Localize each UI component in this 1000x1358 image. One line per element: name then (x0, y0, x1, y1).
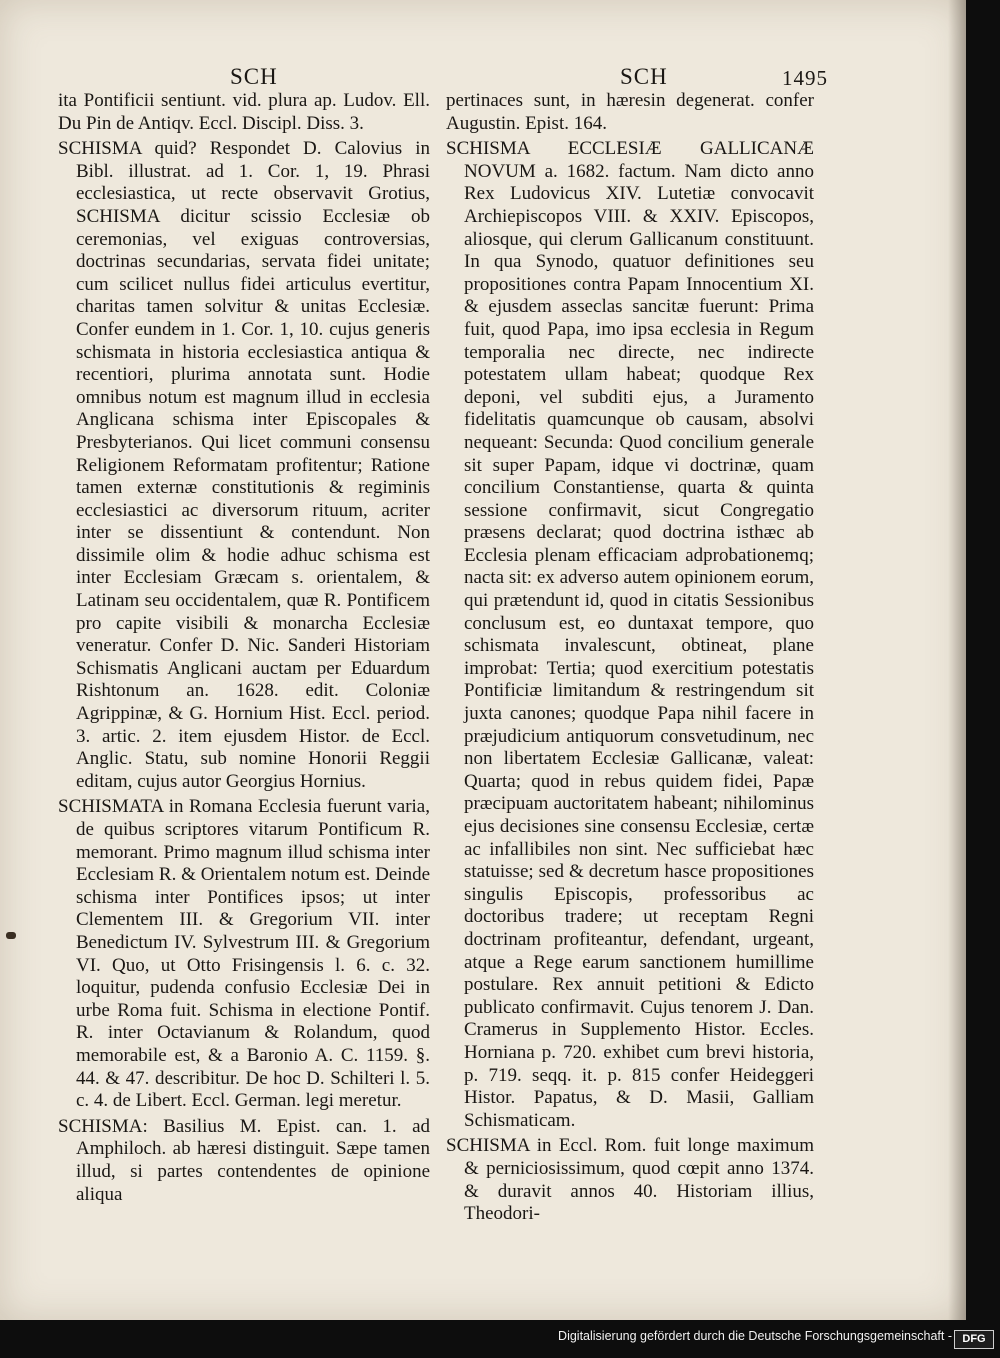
right-paragraph-1: pertinaces sunt, in hæresin degenerat. confer Augustin. Epist. 164. (446, 90, 814, 134)
left-running-head: SCH (230, 64, 278, 89)
funding-notice: Digitalisierung gefördert durch die Deutsche Forschungsgemeinschaft - (558, 1329, 952, 1343)
left-column (58, 90, 430, 1206)
right-entry-schisma-eccl-rom: SCHISMA in Eccl. Rom. fuit longe maximum & perniciosissimum, quod cœpit anno 1374. & duravit annos 40. Historiam illius, Theodori- (446, 1135, 814, 1225)
page-number: 1495 (782, 66, 828, 90)
left-entry-schisma-basilius: SCHISMA: Basilius M. Epist. can. 1. ad Amphiloch. ab hæresi distinguit. Sæpe tamen illud, si partes contendentes de opinione aliqua (58, 1115, 430, 1205)
right-entry-schisma-gallicanae: SCHISMA ECCLESIÆ GALLICANÆ NOVUM a. 1682. factum. Nam dicto anno Rex Ludovicus XIV. Lutetiæ convocavit Archiepiscopos VIII. & XXIV. Episcopos, aliosque, qui clerum Gallicanum constituunt. In qua Synodo, quatuor definitiones seu propositiones contra Papam Innocentium XI. & ejusdem asseclas sancitæ fuerunt: Prima fuit, quod Papa, imo ipsa ecclesia in Regum temporalia nec directe, nec indirecte potestatem ullam habeat; quodque Rex deponi, vel subditi ejus, a Juramento fidelitatis quamcunque ob causam, absolvi nequeant: Secunda: Quod concilium generale sit super Papam, idque vi doctrinæ, quam concilium Constantiense, quarta & quinta sessione confirmavit, sicut Congregatio præsens declarat; quod doctrina isthæc ab Ecclesia plenam efficaciam adprobationemq; nacta sit: ex adverso autem opinionem eorum, qui prætendunt id, quod in citatis Sessionibus conclusum est, eo duntaxat tempore, quo schismata invalescunt, obtineat, plane improbat: Tertia; quod exercitium potestatis Pontificiæ limitandum & restringendum sit juxta canones; quodque Papa nihil facere in præjudicium antiquorum consvetudinum, nec non libertatem Ecclesiæ Gallicanæ, valeat: Quarta; quod in rebus quidem fidei, Papæ præcipuam auctoritatem habeant; nihilominus ejus decisiones sine consensu Ecclesiæ, certæ ac infallibiles non sint. Nec sufficiebat hæc statuisse; sed & decretum hasce propositiones singulis Episcopis, professoribus ac doctoribus tradere; ut receptam Regni doctrinam profiteantur, defendant, urgeant, atque a Rege earum sanctionem humillime postulare. Rex annuit petitioni & Edicto publicato confirmavit. Cujus tenorem J. Dan. Cramerus in Supplemento Histor. Eccles. Horniana p. 720. exhibet cum brevi historia, p. 719. seqq. it. p. 815 confer Heideggeri Histor. Papatus, & D. Masii, Galliam Schismaticam. (446, 138, 814, 1131)
margin-ink-mark (6, 932, 16, 939)
right-running-head: SCH (620, 64, 668, 89)
dfg-logo-icon: DFG (954, 1330, 994, 1349)
page-edge-shadow (948, 0, 966, 1320)
left-paragraph-1: ita Pontificii sentiunt. vid. plura ap. Ludov. Ell. Du Pin de Antiqv. Eccl. Discipl. Diss. 3. (58, 90, 430, 134)
left-entry-schisma-quid: SCHISMA quid? Respondet D. Calovius in Bibl. illustrat. ad 1. Cor. 1, 19. Phrasi ecclesiastica, ut recte observavit Grotius, SCHISMA dicitur scissio Ecclesiæ ob ceremonias, vel exiguas controversias, doctrinas secundarias, servata fidei unitate; cum scilicet nullus fidei articulus evertitur, charitas tamen solvitur & unitas Ecclesiæ. Confer eundem in 1. Cor. 1, 10. cujus generis schismata in historia ecclesiastica antiqua & recentiori, plurima annotata sunt. Hodie omnibus notum est magnum illud in ecclesia Anglicana schisma inter Episcopales & Presbyterianos. Qui licet communi consensu Religionem Reformatam profitentur; Ratione tamen externæ constitutionis & regiminis ecclesiastici ac diversorum rituum, acriter inter se dissentiunt & contendunt. Non dissimile olim & hodie adhuc schisma est inter Ecclesiam Græcam s. orientalem, & Latinam seu occidentalem, quæ R. Pontificem pro capite visibili & monarcha Ecclesiæ veneratur. Confer D. Nic. Sanderi Historiam Schismatis Anglicani auctam per Eduardum Rishtonum an. 1628. edit. Coloniæ Agrippinæ, & G. Hornium Hist. Eccl. period. 3. artic. 2. item ejusdem Histor. de Eccl. Anglic. Statu, sub nomine Honorii Reggii editam, cujus autor Georgius Hornius. (58, 138, 430, 792)
left-entry-schismata-romana: SCHISMATA in Romana Ecclesia fuerunt varia, de quibus scriptores vitarum Pontificum R. memorant. Primo magnum illud schisma inter Ecclesiam R. & Orientalem notum est. Deinde schisma inter Pontifices ipsos; ut inter Clementem III. & Gregorium VII. inter Benedictum IV. Sylvestrum III. & Gregorium VI. Quo, ut Otto Frisingensis l. 6. c. 32. loquitur, pudenda confusio Ecclesiæ Dei in urbe Roma fuit. Schisma in electione Pontif. R. inter Octavianum & Rolandum, quod memorabile est, & a Baronio A. C. 1159. §. 44. & 47. describitur. De hoc D. Schilteri l. 5. c. 4. de Libert. Eccl. German. legi meretur. (58, 796, 430, 1112)
digitization-footer (0, 1320, 1000, 1358)
right-column (446, 90, 814, 1226)
